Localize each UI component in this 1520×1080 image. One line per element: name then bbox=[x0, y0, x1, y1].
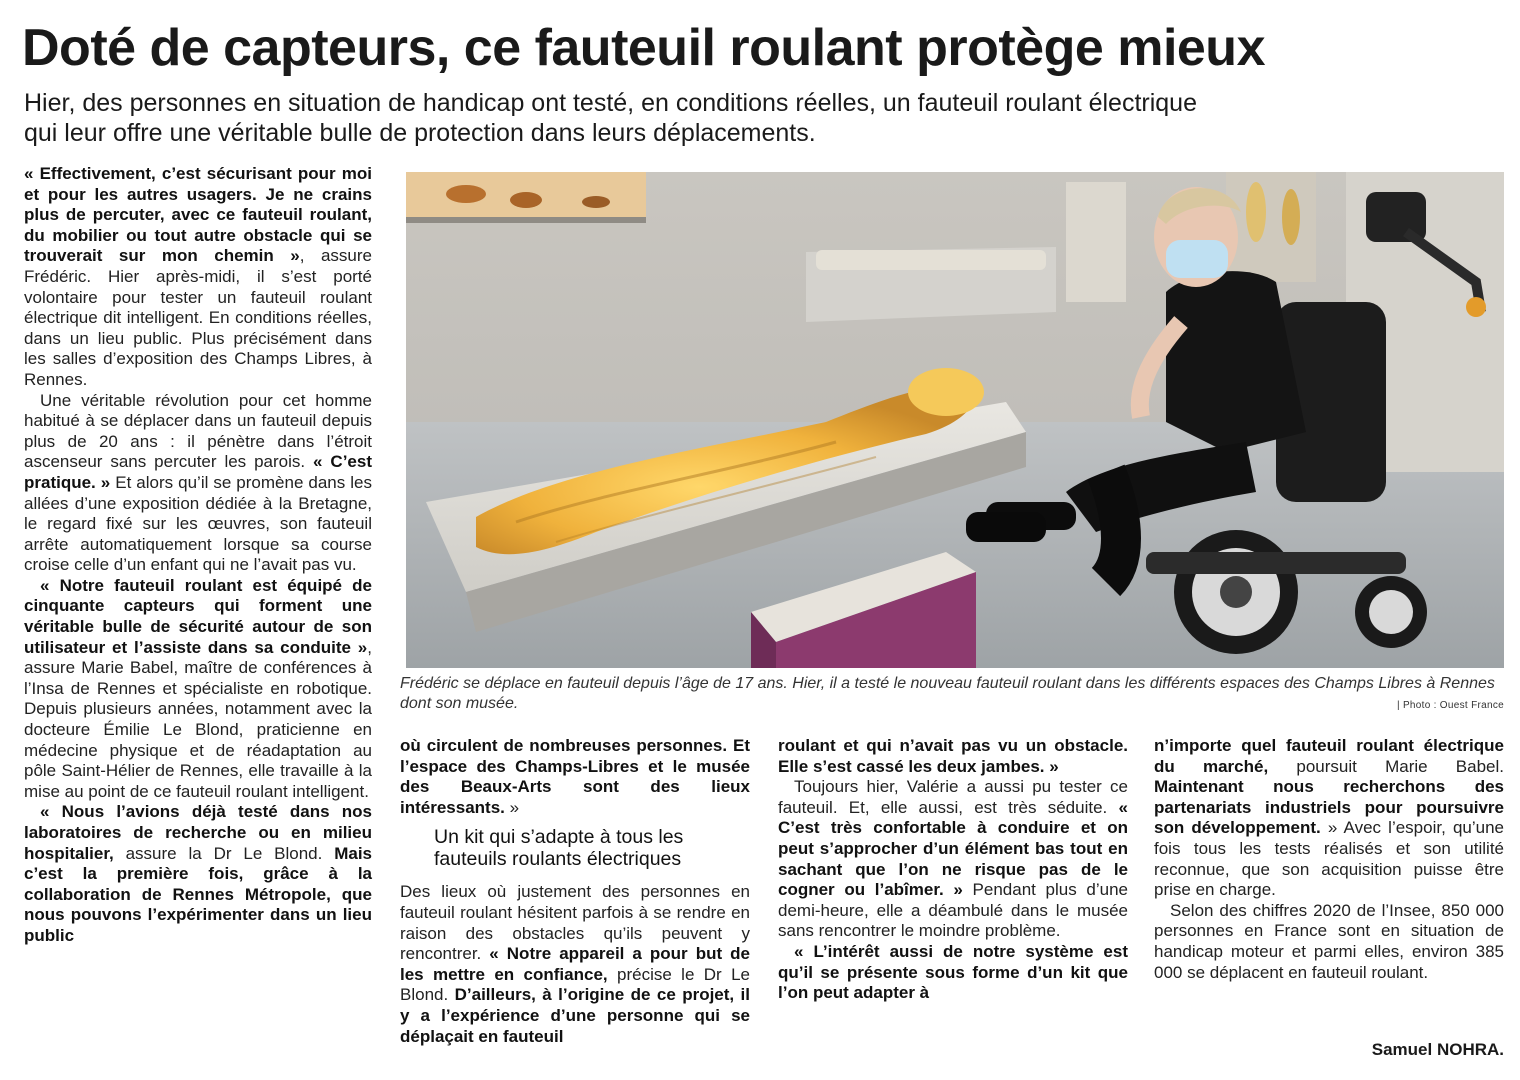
quote-text: où circulent de nombreuses personnes. Et l’espace des Champs-Libres et le musée des Beaux-Arts sont des lieux intéressants. bbox=[400, 736, 750, 817]
paragraph bbox=[24, 802, 372, 946]
quote-text: « C’est pratique. » bbox=[24, 452, 372, 492]
article-column-3 bbox=[778, 736, 1128, 1004]
quote-text: « Nous l’avions déjà testé dans nos laboratoires de recherche ou en milieu hospitalier, bbox=[24, 802, 372, 863]
quote-text: Maintenant nous recherchons des partenariats industriels pour poursuivre son développement. bbox=[1154, 777, 1504, 838]
body-text: poursuit Marie Babel. bbox=[1268, 756, 1504, 776]
quote-text: « Notre appareil a pour but de les mettre en confiance, bbox=[400, 944, 750, 984]
paragraph bbox=[24, 164, 372, 391]
body-text: , assure Marie Babel, maître de conférences à l’Insa de Rennes et spécialiste en robotique. Depuis plusieurs années, notamment avec la docteure Émilie Le Blond, praticienne en médecine physique et de réadaptation au pôle Saint-Hélier de Rennes, elle travaille à la mise au point de ce fauteuil roulant intelligent. bbox=[24, 637, 372, 801]
quote-text: roulant et qui n’avait pas vu un obstacle. Elle s’est cassé les deux jambes. » bbox=[778, 736, 1128, 776]
body-text: , assure Frédéric. Hier après-midi, il s’est porté volontaire pour tester un fauteuil roulant électrique dit intelligent. En conditions réelles, dans un lieu public. Plus précisément dans les salles d’exposition des Champs Libres, à Rennes. bbox=[24, 246, 372, 389]
body-text: assure la Dr Le Blond. bbox=[113, 843, 335, 863]
article-headline: Doté de capteurs, ce fauteuil roulant protège mieux bbox=[22, 19, 1265, 77]
quote-text: « Effectivement, c’est sécurisant pour moi et pour les autres usagers. Je ne crains plus de percuter, avec ce fauteuil roulant, du mobilier ou tout autre obstacle qui se trouverait sur mon chemin » bbox=[24, 164, 372, 266]
quote-text: Mais c’est la première fois, grâce à la collaboration de Rennes Métropole, que nous pouvons l’expérimenter dans un lieu public bbox=[24, 843, 372, 945]
quote-text: n’importe quel fauteuil roulant électrique du marché, bbox=[1154, 736, 1504, 776]
photo-credit: | Photo : Ouest France bbox=[1396, 700, 1504, 711]
author-signature: Samuel NOHRA. bbox=[1371, 1040, 1504, 1059]
body-text: Une véritable révolution pour cet homme habitué à se déplacer dans un fauteuil depuis plus de 20 ans : il pénètre dans l’étroit ascenseur sans percuter les parois. bbox=[24, 390, 372, 472]
paragraph bbox=[1154, 736, 1504, 901]
section-subtitle: Un kit qui s’adapte à tous les fauteuils roulants électriques bbox=[434, 826, 684, 871]
paragraph bbox=[778, 736, 1128, 777]
paragraph bbox=[400, 736, 750, 818]
quote-text: D’ailleurs, à l’origine de ce projet, il y a l’expérience d’une personne qui se déplaçait en fauteuil bbox=[400, 985, 750, 1046]
body-text: Des lieux où justement des personnes en fauteuil roulant hésitent parfois à se rendre en raison des obstacles qu’ils peuvent y rencontrer. bbox=[400, 882, 750, 964]
body-text: Et alors qu’il se promène dans les allées d’une exposition dédiée à la Bretagne, le regard fixé sur les œuvres, son fauteuil arrête automatiquement lorsque sa course croise celle d’un enfant qui ne l’avait pas vu. bbox=[24, 472, 372, 575]
body-text: Selon des chiffres 2020 de l’Insee, 850 000 personnes en France sont en situation de handicap moteur et parmi elles, environ 385 000 se déplacent en fauteuil roulant. bbox=[1154, 900, 1504, 982]
museum-wheelchair-illustration bbox=[406, 172, 1504, 668]
article-column-4 bbox=[1154, 736, 1504, 983]
paragraph bbox=[24, 576, 372, 803]
quote-text: « L’intérêt aussi de notre système est qu’il se présente sous forme d’un kit que l’on peut adapter à bbox=[778, 941, 1128, 1003]
paragraph bbox=[778, 942, 1128, 1004]
photo-caption: Frédéric se déplace en fauteuil depuis l’âge de 17 ans. Hier, il a testé le nouveau fauteuil roulant dans les différents espaces des Champs Libres à Rennes dont son musée. bbox=[400, 675, 1495, 712]
quote-text: « C’est très confortable à conduire et on peut s’approcher d’un élément bas tout en sachant que l’on ne risque pas de le cogner ou l’abîmer. » bbox=[778, 797, 1128, 900]
body-text: Pendant plus d’une demi-heure, elle a déambulé dans le musée sans rencontrer le moindre problème. bbox=[778, 880, 1128, 941]
body-text: » Avec l’espoir, qu’une fois tous les tests réalisés et son utilité reconnue, que son acquisition puisse être prise en charge. bbox=[1154, 818, 1504, 900]
paragraph bbox=[778, 777, 1128, 942]
quote-text: « Notre fauteuil roulant est équipé de cinquante capteurs qui forment une véritable bulle de sécurité autour de son utilisateur et l’assiste dans sa conduite » bbox=[24, 575, 372, 657]
body-text: Toujours hier, Valérie a aussi pu tester ce fauteuil. Et, elle aussi, est très séduite. bbox=[778, 777, 1128, 817]
article-column-2 bbox=[400, 736, 750, 1047]
paragraph bbox=[400, 882, 750, 1047]
article-column-1 bbox=[24, 164, 372, 947]
article-photo bbox=[406, 172, 1504, 668]
body-text: précise le Dr Le Blond. bbox=[400, 964, 750, 1005]
paragraph bbox=[24, 391, 372, 576]
article-subhead: Hier, des personnes en situation de handicap ont testé, en conditions réelles, un fauteuil roulant électrique qui leur offre une véritable bulle de protection dans leurs déplacements. bbox=[24, 89, 1197, 147]
paragraph bbox=[1154, 901, 1504, 983]
body-text: » bbox=[504, 797, 520, 817]
